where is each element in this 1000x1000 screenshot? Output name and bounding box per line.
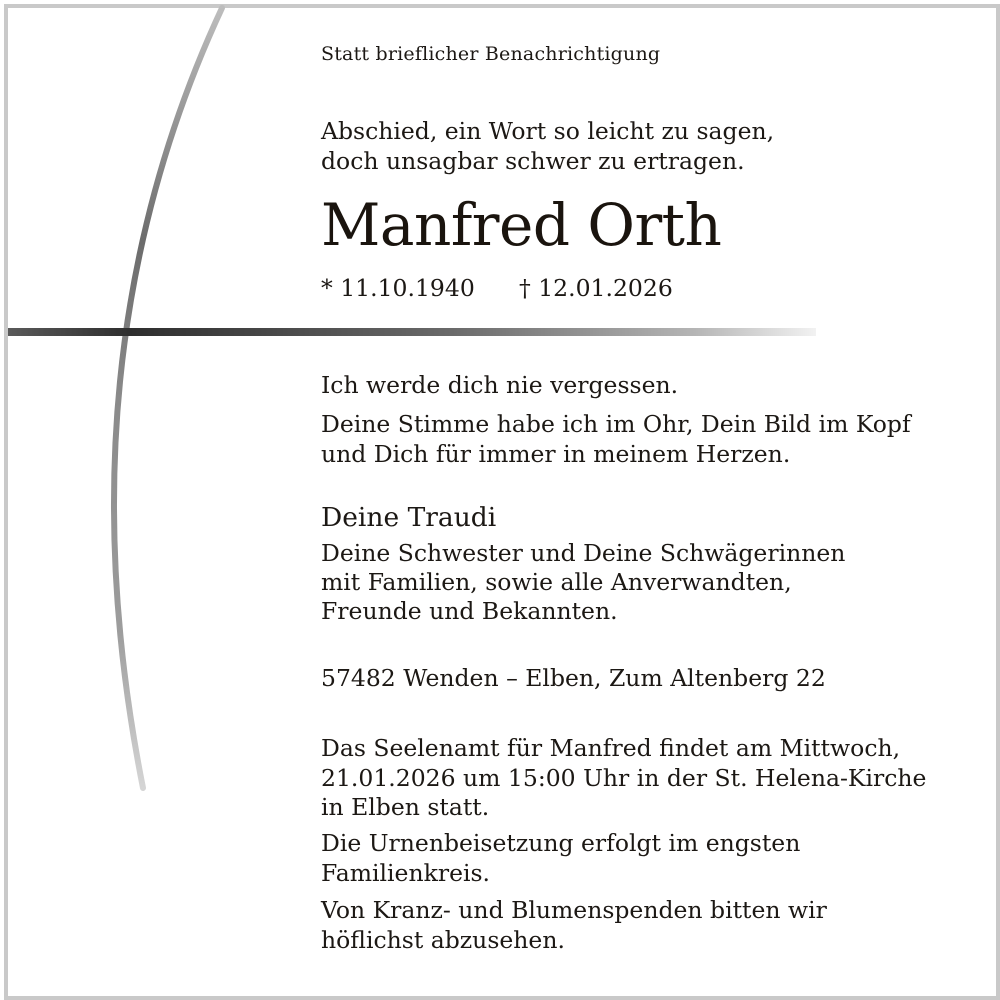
- cross-arc: [114, 8, 222, 788]
- farewell-quote: [321, 116, 774, 176]
- family-line: mit Familien, sowie alle Anverwandten,: [321, 568, 792, 596]
- urn-burial-info: [321, 829, 800, 888]
- death-date: † 12.01.2026: [519, 274, 673, 302]
- family-line: Freunde und Bekannten.: [321, 597, 618, 625]
- family-line: Deine Schwester und Deine Schwägerinnen: [321, 539, 846, 567]
- message-body: [321, 409, 911, 469]
- cross-bar: [8, 328, 816, 336]
- family-mourners: [321, 539, 845, 626]
- mourning-address: 57482 Wenden – Elben, Zum Altenberg 22: [321, 664, 826, 692]
- notice-header: Statt brieflicher Benachrichtigung: [321, 43, 661, 65]
- message-line: und Dich für immer in meinem Herzen.: [321, 440, 791, 468]
- service-line: in Elben statt.: [321, 793, 490, 821]
- quote-line: doch unsagbar schwer zu ertragen.: [321, 147, 745, 175]
- signer-name: Deine Traudi: [321, 502, 497, 533]
- service-line: 21.01.2026 um 15:00 Uhr in der St. Helena-Kirche: [321, 763, 927, 792]
- life-dates: [321, 273, 673, 303]
- quote-line: Abschied, ein Wort so leicht zu sagen,: [321, 117, 775, 145]
- requiem-info: [321, 734, 926, 823]
- urn-line: Familienkreis.: [321, 858, 491, 887]
- birth-date: * 11.10.1940: [321, 274, 475, 302]
- deceased-name: Manfred Orth: [321, 191, 722, 259]
- message-opening: Ich werde dich nie vergessen.: [321, 371, 679, 399]
- flowers-line: Von Kranz- und Blumenspenden bitten wir: [321, 896, 827, 924]
- service-line: Das Seelenamt für Manfred findet am Mittwoch,: [321, 734, 901, 762]
- flower-request: [321, 896, 827, 955]
- urn-line: Die Urnenbeisetzung erfolgt im engsten: [321, 829, 801, 857]
- message-line: Deine Stimme habe ich im Ohr, Dein Bild im Kopf: [321, 410, 911, 438]
- flowers-line: höflichst abzusehen.: [321, 925, 565, 954]
